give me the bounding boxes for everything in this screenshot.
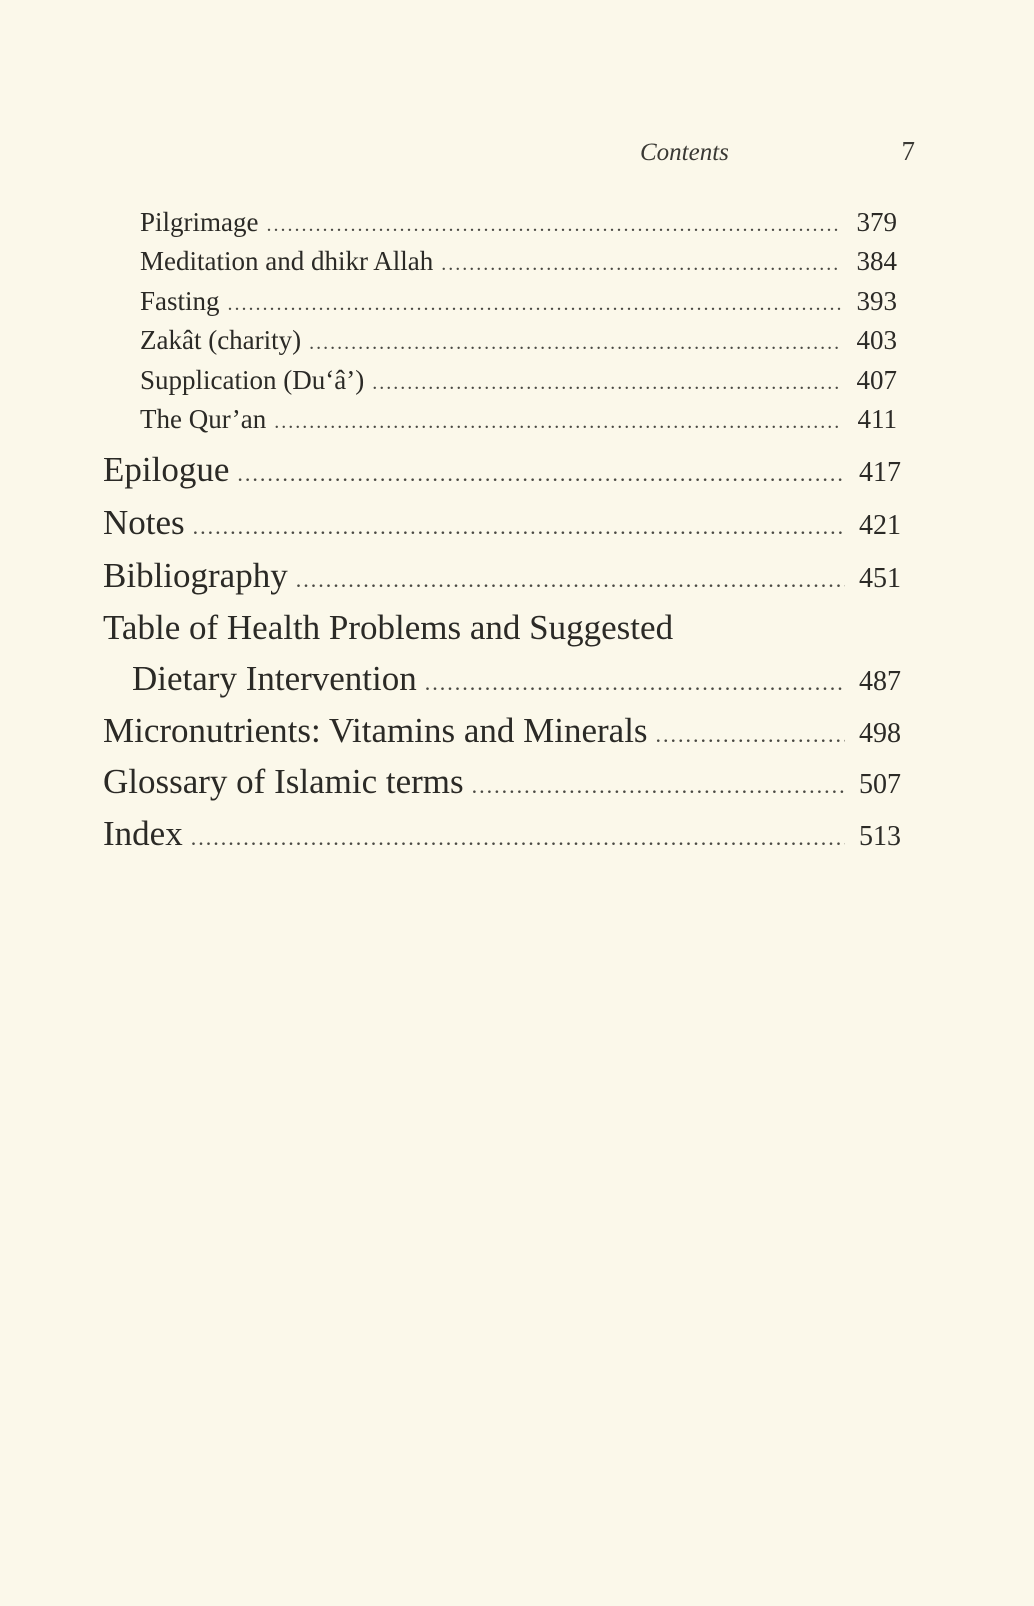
toc-entry-label: The Qur’an <box>140 404 267 434</box>
toc-entry-epilogue <box>103 450 901 490</box>
dot-leader <box>228 293 841 316</box>
dot-leader <box>274 411 841 434</box>
toc-entry-label: Index <box>103 814 183 853</box>
toc-entry-page: 421 <box>859 510 901 541</box>
toc-entry-label: Bibliography <box>103 556 288 595</box>
toc-entry-page: 384 <box>856 246 897 276</box>
toc-entry-micronutrients <box>103 711 901 751</box>
dot-leader <box>266 214 841 237</box>
toc-entry-page: 407 <box>856 365 897 395</box>
toc-entry-notes <box>103 503 901 543</box>
toc-entry-page: 417 <box>859 457 901 488</box>
toc-entry-label: Fasting <box>140 286 220 316</box>
toc-entry-label: Glossary of Islamic terms <box>103 762 464 801</box>
toc-entry-label: Meditation and dhikr Allah <box>140 246 434 276</box>
toc-entry-quran <box>140 404 897 435</box>
toc-entry-label: Notes <box>103 503 185 542</box>
toc-entry-zakat <box>140 325 897 356</box>
toc-entry-bibliography <box>103 556 901 596</box>
dot-leader <box>472 773 845 799</box>
toc-entry-page: 411 <box>857 404 897 434</box>
dot-leader <box>191 825 845 851</box>
toc-entry-label: Micronutrients: Vitamins and Minerals <box>103 711 648 750</box>
toc-entry-page: 513 <box>859 821 901 852</box>
toc-entry-fasting <box>140 286 897 317</box>
toc-entry-meditation <box>140 246 897 277</box>
toc-entry-page: 403 <box>856 325 897 355</box>
toc-entry-page: 451 <box>859 563 901 594</box>
dot-leader <box>296 567 845 593</box>
toc-entry-supplication <box>140 365 897 396</box>
toc-entry-label: Epilogue <box>103 450 230 489</box>
dot-leader <box>656 722 845 748</box>
toc-entry-health-table <box>132 659 901 699</box>
toc-entry-page: 498 <box>859 718 901 749</box>
toc-entry-page: 487 <box>859 666 901 697</box>
dot-leader <box>372 372 841 395</box>
toc-entry-label: Dietary Intervention <box>132 659 417 698</box>
toc-entry-health-table-line1: Table of Health Problems and Suggested <box>103 608 674 647</box>
toc-entry-page: 379 <box>856 207 897 237</box>
dot-leader <box>237 461 845 487</box>
page-number: 7 <box>901 136 915 166</box>
toc-entry-label: Supplication (Du‘â’) <box>140 365 365 395</box>
toc-entry-page: 507 <box>859 769 901 800</box>
toc-entry-page: 393 <box>856 286 897 316</box>
dot-leader <box>193 514 845 540</box>
running-head <box>640 136 915 167</box>
dot-leader <box>441 253 841 276</box>
toc-entry-glossary <box>103 762 901 802</box>
running-head-title: Contents <box>640 139 729 166</box>
dot-leader <box>309 332 841 355</box>
toc-entry-label: Zakât (charity) <box>140 325 302 355</box>
toc-entry-index <box>103 814 901 854</box>
toc-entry-pilgrimage <box>140 207 897 238</box>
dot-leader <box>425 670 845 696</box>
toc-entry-label: Pilgrimage <box>140 207 259 237</box>
